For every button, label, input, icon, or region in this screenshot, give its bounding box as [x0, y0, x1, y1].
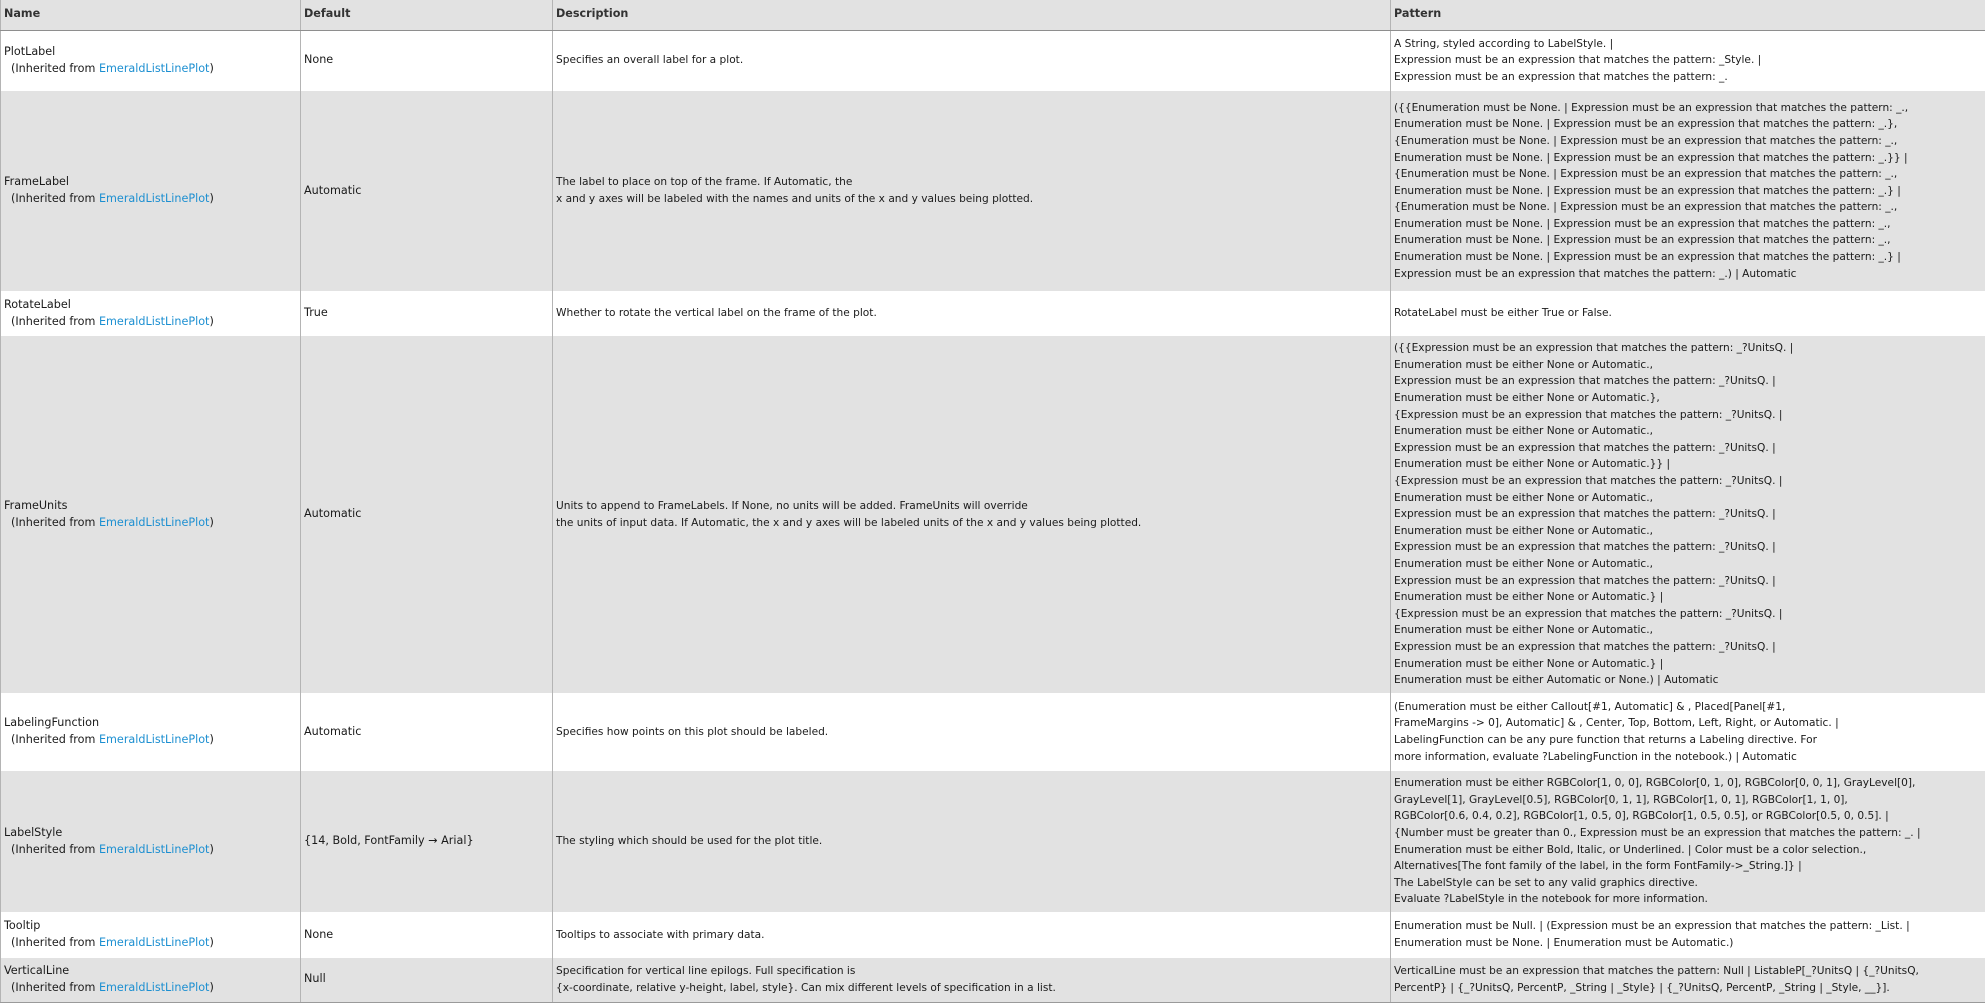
option-description: Units to append to FrameLabels. If None, no units will be added. FrameUnits will override the units of input data. If Automatic, the x and y axes will be labeled units of the x and y values being plotted. [553, 336, 1391, 693]
inherited-source-link[interactable]: EmeraldListLinePlot [98, 61, 210, 75]
table-row [1, 693, 1985, 771]
option-name: RotateLabel [4, 297, 71, 311]
inherited-note: (Inherited from EmeraldListLinePlot) [11, 515, 214, 529]
option-name: FrameUnits [4, 498, 68, 512]
option-description: The styling which should be used for the plot title. [553, 771, 1391, 912]
option-name: Tooltip [4, 919, 41, 933]
option-default: Automatic [301, 91, 553, 291]
option-name: FrameLabel [4, 175, 70, 189]
option-name: LabelStyle [4, 825, 63, 839]
column-header-description: Description [553, 0, 1391, 30]
table-row [1, 91, 1985, 291]
inherited-source-link[interactable]: EmeraldListLinePlot [98, 980, 210, 994]
option-name-cell [1, 336, 301, 693]
inherited-source-link[interactable]: EmeraldListLinePlot [98, 733, 210, 746]
option-description: Specifies an overall label for a plot. [553, 30, 1391, 91]
inherited-source-link[interactable]: EmeraldListLinePlot [98, 192, 210, 205]
option-name-cell [1, 291, 301, 336]
option-default: {14, Bold, FontFamily → Arial} [301, 771, 553, 912]
table-row [1, 912, 1985, 958]
table-row [1, 30, 1985, 91]
option-pattern: A String, styled according to LabelStyle. | Expression must be an expression that matches the pattern: _Style. | Expression must be an expression that matches the pattern: _. [1391, 30, 1985, 91]
option-description: Tooltips to associate with primary data. [553, 912, 1391, 958]
option-name: PlotLabel [4, 45, 56, 59]
option-name-cell [1, 693, 301, 771]
option-default: None [301, 912, 553, 958]
option-pattern: Enumeration must be Null. | (Expression must be an expression that matches the pattern: _List. | Enumeration must be None. | Enumeration must be Automatic.) [1391, 912, 1985, 958]
option-pattern: (Enumeration must be either Callout[#1, Automatic] & , Placed[Panel[#1, FrameMargins -> 0], Automatic] & , Center, Top, Bottom, Left, Right, or Automatic. | LabelingFunction can be any pure function that returns a Labeling directive. For more information, evaluate ?LabelingFunction in the notebook.) | Automatic [1391, 693, 1985, 771]
option-default: Automatic [301, 336, 553, 693]
option-name: LabelingFunction [4, 716, 100, 730]
option-name-cell [1, 912, 301, 958]
inherited-note: (Inherited from EmeraldListLinePlot) [11, 980, 214, 994]
option-name-cell [1, 958, 301, 1002]
option-pattern: RotateLabel must be either True or False. [1391, 291, 1985, 336]
option-pattern: VerticalLine must be an expression that matches the pattern: Null | ListableP[_?UnitsQ | {_?UnitsQ, PercentP} | {_?UnitsQ, PercentP, _String | _Style} | {_?UnitsQ, PercentP, _String | _Style, __}]. [1391, 958, 1985, 1002]
inherited-source-link[interactable]: EmeraldListLinePlot [98, 842, 210, 856]
inherited-source-link[interactable]: EmeraldListLinePlot [98, 314, 210, 328]
inherited-source-link[interactable]: EmeraldListLinePlot [98, 515, 210, 529]
option-name-cell [1, 771, 301, 912]
option-default: None [301, 30, 553, 91]
inherited-note: (Inherited from EmeraldListLinePlot) [11, 61, 214, 75]
option-description: The label to place on top of the frame. If Automatic, the x and y axes will be labeled with the names and units of the x and y values being plotted. [553, 91, 1391, 291]
inherited-note: (Inherited from EmeraldListLinePlot) [11, 842, 214, 856]
column-header-default: Default [301, 0, 553, 30]
table-row [1, 291, 1985, 336]
inherited-note: (Inherited from EmeraldListLinePlot) [11, 314, 214, 328]
option-pattern: Enumeration must be either RGBColor[1, 0, 0], RGBColor[0, 1, 0], RGBColor[0, 0, 1], GrayLevel[0], GrayLevel[1], GrayLevel[0.5], RGBColor[0, 1, 1], RGBColor[1, 0, 1], RGBColor[1, 1, 0], RGBColor[0.6, 0.4, 0.2], RGBColor[1, 0.5, 0], RGBColor[1, 0.5, 0.5], or RGBColor[0.5, 0, 0.5]. | {Number must be greater than 0., Expression must be an expression that matches the pattern: _. | Enumeration must be either Bold, Italic, or Underlined. | Color must be a color selection., Alternatives[The font family of the label, in the form FontFamily->_String.]} | The LabelStyle can be set to any valid graphics directive. Evaluate ?LabelStyle in the notebook for more information. [1391, 771, 1985, 912]
option-default: True [301, 291, 553, 336]
inherited-source-link[interactable]: EmeraldListLinePlot [98, 936, 210, 949]
column-header-pattern: Pattern [1391, 0, 1985, 30]
option-pattern: ({{Expression must be an expression that matches the pattern: _?UnitsQ. | Enumeration must be either None or Automatic., Expression must be an expression that matches the pattern: _?UnitsQ. | Enumeration must be either None or Automatic.}, {Expression must be an expression that matches the pattern: _?UnitsQ. | Enumeration must be either None or Automatic., Expression must be an expression that matches the pattern: _?UnitsQ. | Enumeration must be either None or Automatic.}} | {Expression must be an expression that matches the pattern: _?UnitsQ. | Enumeration must be either None or Automatic., Expression must be an expression that matches the pattern: _?UnitsQ. | Enumeration must be either None or Automatic., Expression must be an expression that matches the pattern: _?UnitsQ. | Enumeration must be either None or Automatic., Expression must be an expression that matches the pattern: _?UnitsQ. | Enumeration must be either None or Automatic.} | {Expression must be an expression that matches the pattern: _?UnitsQ. | Enumeration must be either None or Automatic., Expression must be an expression that matches the pattern: _?UnitsQ. | Enumeration must be either None or Automatic.} | Enumeration must be either Automatic or None.) | Automatic [1391, 336, 1985, 693]
option-name-cell [1, 30, 301, 91]
table-header-row [1, 0, 1985, 30]
option-default: Automatic [301, 693, 553, 771]
table-row [1, 771, 1985, 912]
table-row [1, 336, 1985, 693]
option-description: Specifies how points on this plot should be labeled. [553, 693, 1391, 771]
option-description: Specification for vertical line epilogs. Full specification is {x-coordinate, relative y-height, label, style}. Can mix different levels of specification in a list. [553, 958, 1391, 1002]
option-pattern: ({{Enumeration must be None. | Expression must be an expression that matches the pattern: _., Enumeration must be None. | Expression must be an expression that matches the pattern: _.}, {Enumeration must be None. | Expression must be an expression that matches the pattern: _., Enumeration must be None. | Expression must be an expression that matches the pattern: _.}} | {Enumeration must be None. | Expression must be an expression that matches the pattern: _., Enumeration must be None. | Expression must be an expression that matches the pattern: _.} | {Enumeration must be None. | Expression must be an expression that matches the pattern: _., Enumeration must be None. | Expression must be an expression that matches the pattern: _., Enumeration must be None. | Expression must be an expression that matches the pattern: _., Enumeration must be None. | Expression must be an expression that matches the pattern: _.} | Expression must be an expression that matches the pattern: _.) | Automatic [1391, 91, 1985, 291]
inherited-note: (Inherited from EmeraldListLinePlot) [11, 733, 214, 746]
table-row [1, 958, 1985, 1002]
option-description: Whether to rotate the vertical label on the frame of the plot. [553, 291, 1391, 336]
option-name: VerticalLine [4, 964, 70, 978]
column-header-name: Name [1, 0, 301, 30]
option-default: Null [301, 958, 553, 1002]
inherited-note: (Inherited from EmeraldListLinePlot) [11, 936, 214, 949]
inherited-note: (Inherited from EmeraldListLinePlot) [11, 192, 214, 205]
option-name-cell [1, 91, 301, 291]
